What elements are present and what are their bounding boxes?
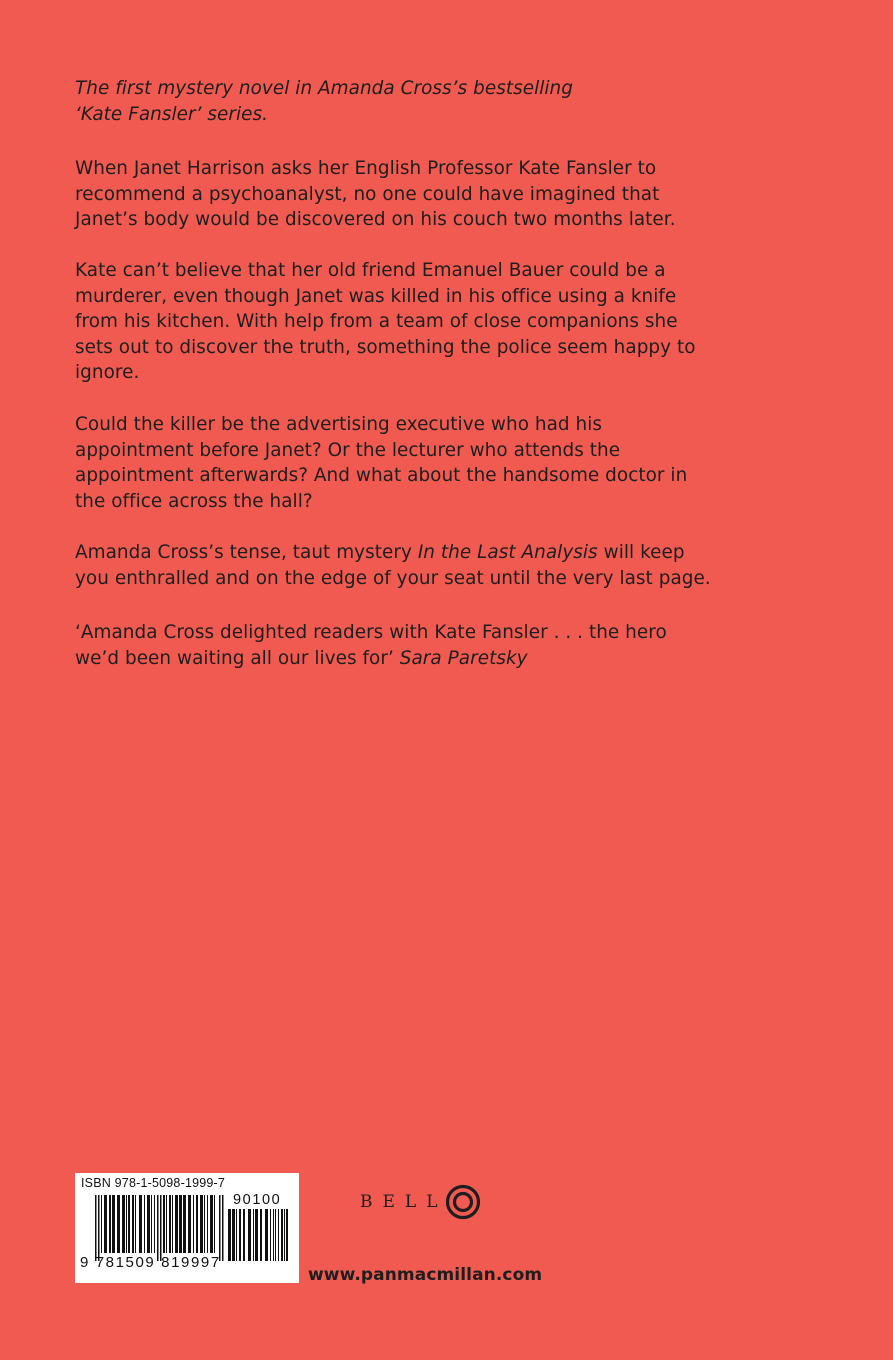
blurb-line: appointment afterwards? And what about the handsome doctor in bbox=[75, 465, 688, 487]
book-title: In the Last Analysis bbox=[417, 542, 598, 563]
blurb-line: appointment before Janet? Or the lecturer who attends the bbox=[75, 439, 621, 461]
intro-line-2: ‘Kate Fansler’ series. bbox=[75, 103, 269, 125]
blurb-line: recommend a psychoanalyst, no one could have imagined that bbox=[75, 183, 660, 205]
barcode-addon-digits: 90100 bbox=[233, 1192, 282, 1208]
blurb-line: Kate can’t believe that her old friend Emanuel Bauer could be a bbox=[75, 260, 666, 281]
publisher-logo bbox=[360, 1182, 481, 1222]
quote-attribution: Sara Paretsky bbox=[399, 647, 528, 669]
closing-suffix: will keep bbox=[597, 542, 685, 563]
blurb-line: sets out to discover the truth, something the police seem happy to bbox=[75, 336, 696, 358]
review-quote bbox=[75, 620, 775, 671]
blurb-line: the office across the hall? bbox=[75, 490, 313, 512]
blurb-paragraph-3 bbox=[75, 412, 775, 514]
publisher-website: www.panmacmillan.com bbox=[308, 1265, 543, 1285]
intro-line-1: The first mystery novel in Amanda Cross’s bestselling bbox=[75, 78, 573, 99]
blurb-line: Janet’s body would be discovered on his couch two months later. bbox=[75, 209, 676, 231]
circle-o-icon bbox=[445, 1184, 481, 1220]
blurb-line: When Janet Harrison asks her English Professor Kate Fansler to bbox=[75, 158, 657, 179]
intro-tagline bbox=[75, 76, 775, 127]
blurb-line: Could the killer be the advertising executive who had his bbox=[75, 414, 603, 435]
blurb-paragraph-1 bbox=[75, 156, 775, 233]
publisher-name: BELL bbox=[360, 1192, 448, 1212]
blurb-paragraph-2 bbox=[75, 258, 775, 386]
closing-prefix: Amanda Cross’s tense, taut mystery bbox=[75, 542, 418, 563]
blurb-line: from his kitchen. With help from a team of close companions she bbox=[75, 311, 678, 333]
isbn-label: ISBN 978-1-5098-1999-7 bbox=[81, 1176, 226, 1190]
quote-line-2 bbox=[75, 646, 775, 672]
isbn-barcode bbox=[75, 1173, 299, 1283]
closing-paragraph bbox=[75, 540, 775, 591]
closing-line-1 bbox=[75, 540, 775, 566]
blurb-line: murderer, even though Janet was killed in his office using a knife bbox=[75, 285, 677, 307]
quote-text: we’d been waiting all our lives for’ bbox=[75, 647, 400, 669]
quote-line-1: ‘Amanda Cross delighted readers with Kate Fansler . . . the hero bbox=[75, 622, 667, 643]
closing-line-2: you enthralled and on the edge of your seat until the very last page. bbox=[75, 567, 711, 589]
barcode-digits: 9 781509 819997 bbox=[80, 1254, 221, 1271]
blurb-line: ignore. bbox=[75, 362, 140, 384]
